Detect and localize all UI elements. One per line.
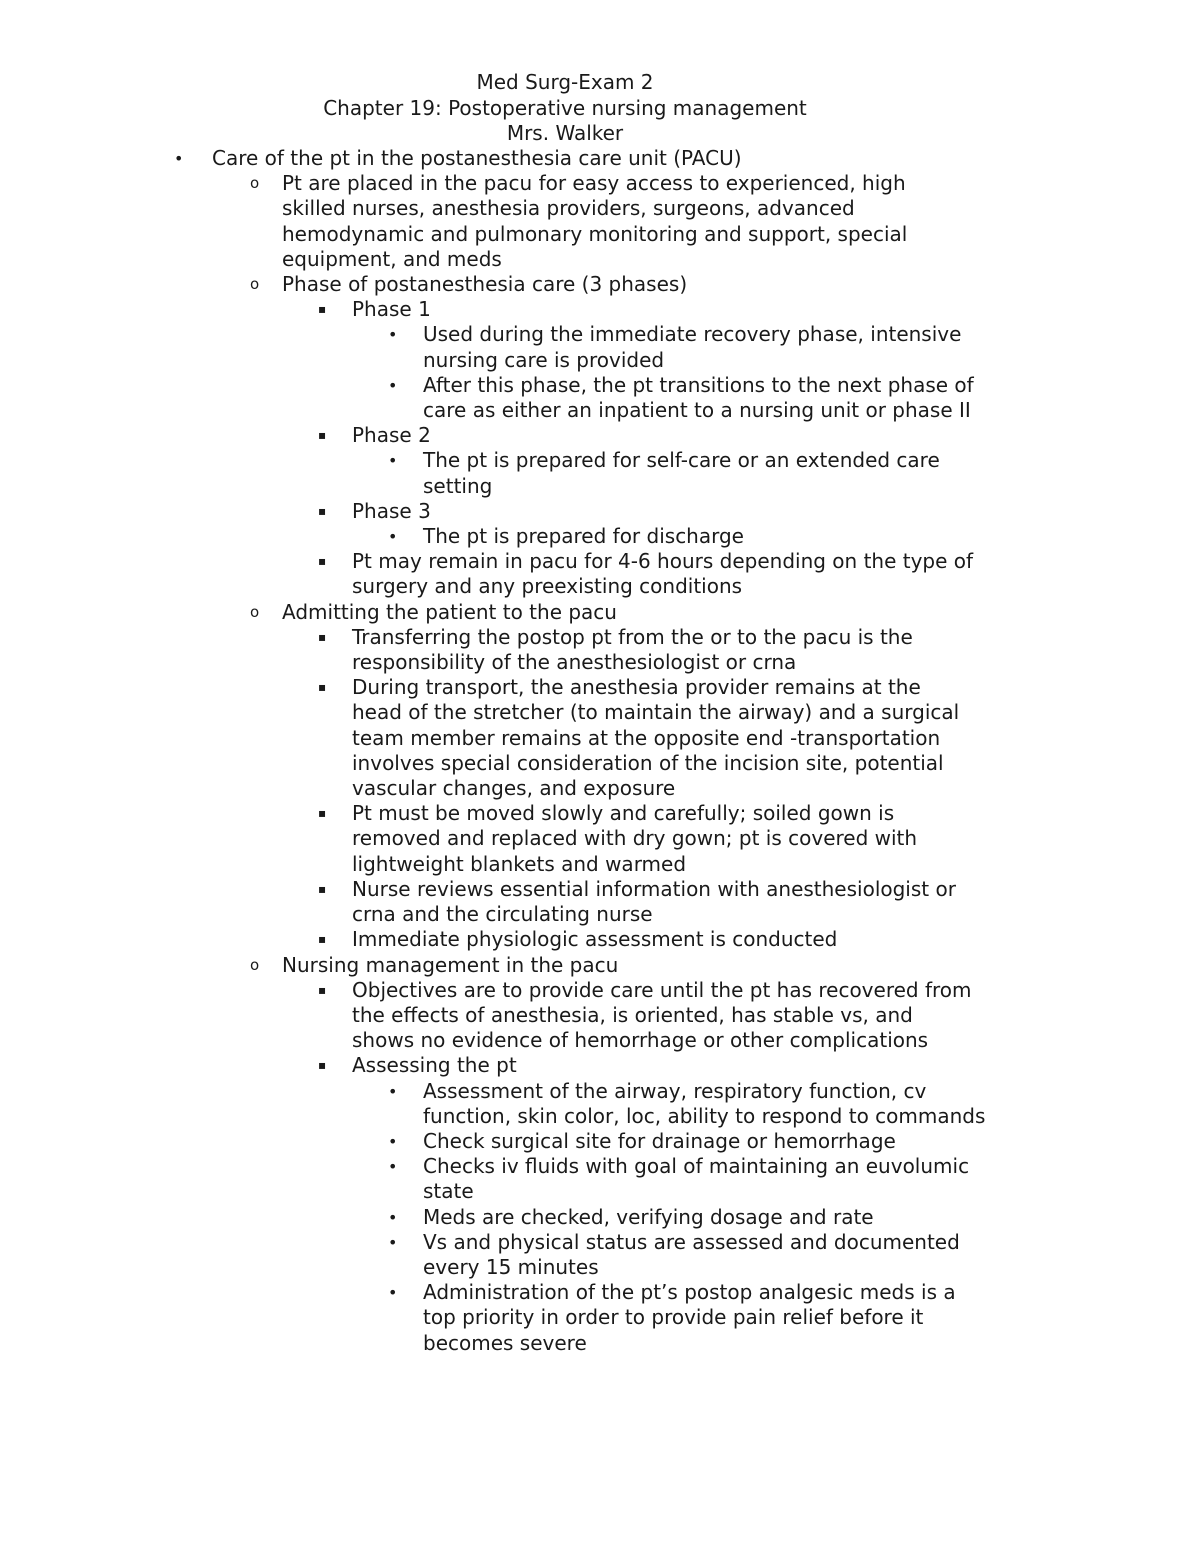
outline-item-text: Admitting the patient to the pacu [282,599,617,624]
disc-bullet-icon: • [174,149,184,168]
outline-item [0,801,1200,877]
outline-item-text: Nurse reviews essential information with anesthesiologist or crna and the circulating nurse [352,876,956,927]
instructor-name: Mrs. Walker [506,121,624,145]
circle-bullet-icon: o [250,602,260,621]
disc-bullet-icon: • [388,375,398,395]
disc-bullet-icon: • [388,1232,398,1252]
chapter-title: Chapter 19: Postoperative nursing management [323,95,807,120]
outline-item [0,625,1200,675]
outline-item-text: Immediate physiologic assessment is conducted [352,927,838,952]
square-bullet-icon: ▪ [318,1058,327,1073]
outline-item-text: Check surgical site for drainage or hemorrhage [423,1128,896,1153]
outline-item-text: The pt is prepared for self-care or an extended care setting [423,448,940,498]
outline-item [0,524,1200,549]
outline-item-text: Care of the pt in the postanesthesia care unit (PACU) [212,146,742,170]
outline-item-text: Assessing the pt [352,1053,517,1078]
outline-item-text: After this phase, the pt transitions to the next phase of care as either an inpatient to a nursing unit or phase II [423,372,974,423]
outline-item [0,1129,1200,1154]
disc-bullet-icon: • [388,1283,398,1303]
square-bullet-icon: ▪ [318,428,327,443]
outline-item [0,448,1200,498]
outline-item-text: Phase of postanesthesia care (3 phases) [282,272,688,297]
outline-item [0,1079,1200,1129]
circle-bullet-icon: o [250,955,260,974]
square-bullet-icon: ▪ [318,554,327,569]
square-bullet-icon: ▪ [318,302,327,317]
outline-item [0,322,1200,372]
outline-item [0,1230,1200,1280]
disc-bullet-icon: • [388,1157,398,1177]
outline-item-text: During transport, the anesthesia provider remains at the head of the stretcher (to maintain the airway) and a surgical team member remains at the opposite end -transportation involves special consideration of the incision site, potential vascular changes, and exposure [352,675,960,801]
course-title: Med Surg-Exam 2 [476,70,654,94]
outline-item [0,373,1200,423]
outline-item [0,146,1200,171]
notes-outline [0,146,1200,1356]
outline-item [0,1205,1200,1230]
outline-item [0,1154,1200,1204]
disc-bullet-icon: • [388,325,398,345]
outline-item-text: Phase 3 [352,498,431,523]
outline-item-text: The pt is prepared for discharge [423,524,744,549]
outline-item [0,675,1200,801]
outline-item-text: Pt may remain in pacu for 4-6 hours depending on the type of surgery and any preexisting conditions [352,549,974,599]
outline-item [0,423,1200,448]
outline-item-text: Used during the immediate recovery phase, intensive nursing care is provided [423,322,962,372]
disc-bullet-icon: • [388,527,398,547]
outline-item [0,549,1200,599]
outline-item [0,272,1200,297]
outline-item-text: Nursing management in the pacu [282,952,619,977]
disc-bullet-icon: • [388,451,398,471]
square-bullet-icon: ▪ [318,881,327,896]
outline-item [0,600,1200,625]
square-bullet-icon: ▪ [318,503,327,518]
document-header [0,70,1130,147]
square-bullet-icon: ▪ [318,806,327,821]
outline-item [0,978,1200,1054]
outline-item [0,499,1200,524]
outline-item-text: Assessment of the airway, respiratory function, cv function, skin color, loc, ability to respond to commands [423,1078,986,1128]
outline-item [0,877,1200,927]
circle-bullet-icon: o [250,174,260,193]
outline-item-text: Meds are checked, verifying dosage and rate [423,1204,874,1229]
square-bullet-icon: ▪ [318,982,327,997]
square-bullet-icon: ▪ [318,680,327,695]
outline-item [0,927,1200,952]
square-bullet-icon: ▪ [318,932,327,947]
outline-item [0,171,1200,272]
outline-item-text: Checks iv fluids with goal of maintaining an euvolumic state [423,1154,970,1204]
outline-item-text: Administration of the pt’s postop analgesic meds is a top priority in order to provide pain relief before it becomes severe [423,1280,956,1355]
outline-item-text: Vs and physical status are assessed and documented every 15 minutes [423,1229,960,1279]
outline-item-text: Objectives are to provide care until the pt has recovered from the effects of anesthesia, is oriented, has stable vs, and shows no evidence of hemorrhage or other complications [352,977,972,1053]
disc-bullet-icon: • [388,1207,398,1227]
outline-item-text: Phase 1 [352,297,431,322]
outline-item-text: Pt are placed in the pacu for easy access to experienced, high skilled nurses, anesthesia providers, surgeons, advanced hemodynamic and pulmonary monitoring and support, special equipment, and meds [282,171,908,271]
square-bullet-icon: ▪ [318,629,327,644]
outline-item [0,297,1200,322]
outline-item-text: Phase 2 [352,423,431,448]
outline-item-text: Transferring the postop pt from the or to the pacu is the responsibility of the anesthesiologist or crna [352,624,913,675]
disc-bullet-icon: • [388,1131,398,1151]
outline-item-text: Pt must be moved slowly and carefully; soiled gown is removed and replaced with dry gown; pt is covered with lightweight blankets and warmed [352,801,918,876]
circle-bullet-icon: o [250,275,260,294]
outline-item [0,1053,1200,1078]
disc-bullet-icon: • [388,1081,398,1101]
outline-item [0,953,1200,978]
outline-item [0,1280,1200,1356]
